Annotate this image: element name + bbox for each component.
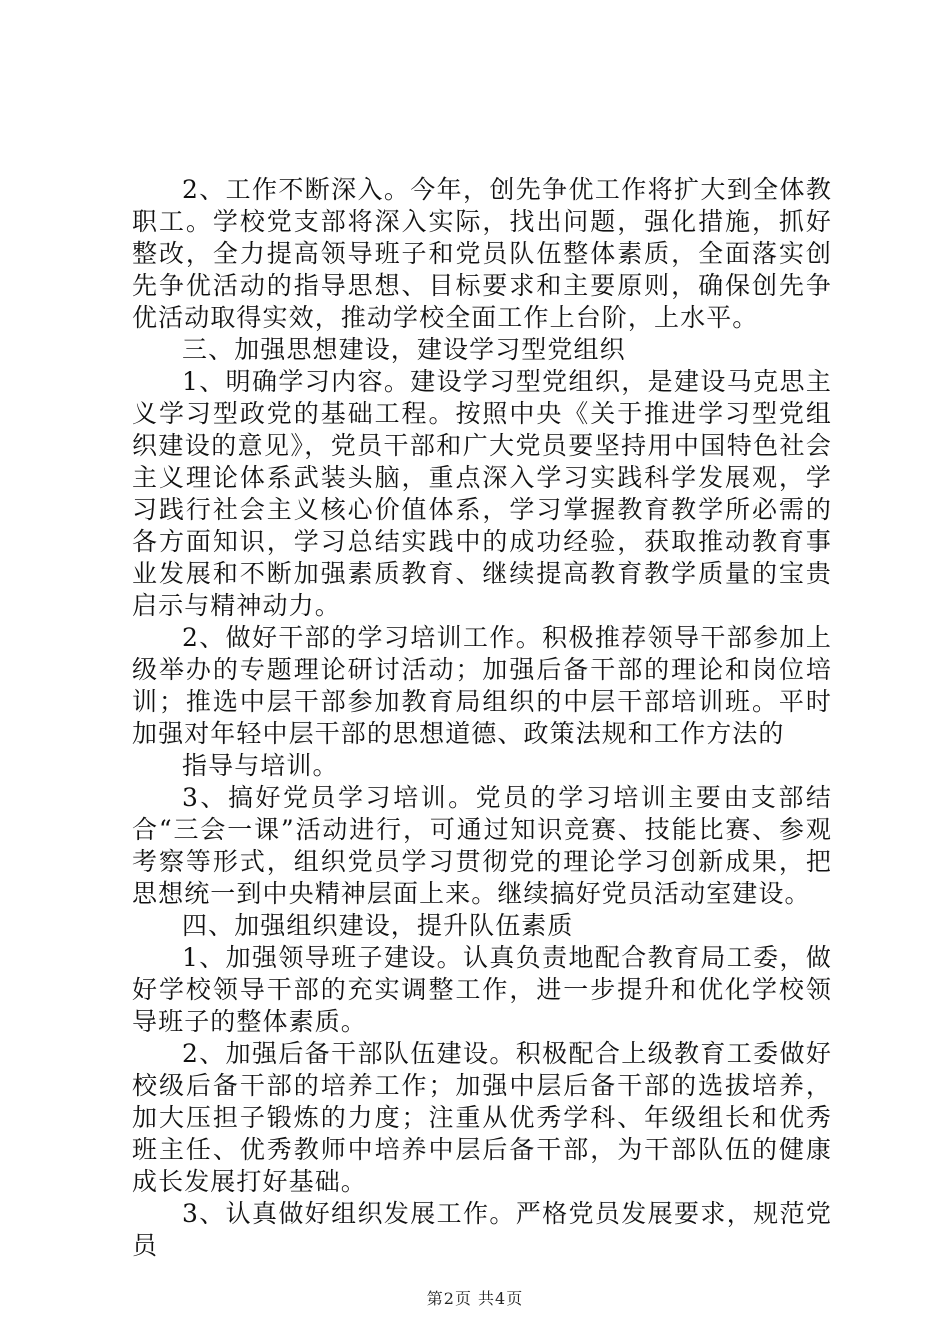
- document-body: [132, 174, 832, 1262]
- paragraph-cadre-training: 2、做好干部的学习培训工作。积极推荐领导干部参加上级举办的专题理论研讨活动；加强后备干部的理论和岗位培训；推选中层干部参加教育局组织的中层干部培训班。平时加强对年轻中层干部的思想道德、政策法规和工作方法的: [132, 623, 832, 748]
- paragraph-member-training: 3、搞好党员学习培训。党员的学习培训主要由支部结合“三会一课”活动进行，可通过知识竞赛、技能比赛、参观考察等形式，组织党员学习贯彻党的理论学习创新成果，把思想统一到中央精神层面上来。继续搞好党员活动室建设。: [132, 783, 832, 908]
- section-heading-three: 三、加强思想建设，建设学习型党组织: [182, 335, 626, 364]
- page-number-footer: 第2页 共4页: [426, 1289, 524, 1308]
- paragraph-learning-content: 1、明确学习内容。建设学习型党组织，是建设马克思主义学习型政党的基础工程。按照中央《关于推进学习型党组织建设的意见》，党员干部和广大党员要坚持用中国特色社会主义理论体系武装头脑，重点深入学习实践科学发展观，学习践行社会主义核心价值体系，学习掌握教育教学所必需的各方面知识，学习总结实践中的成功经验，获取推动教育事业发展和不断加强素质教育、继续提高教育教学质量的宝贵启示与精神动力。: [132, 367, 832, 620]
- paragraph-work-deepening: 2、工作不断深入。今年，创先争优工作将扩大到全体教职工。学校党支部将深入实际，找出问题，强化措施，抓好整改，全力提高领导班子和党员队伍整体素质，全面落实创先争优活动的指导思想、目标要求和主要原则，确保创先争优活动取得实效，推动学校全面工作上台阶，上水平。: [132, 175, 832, 332]
- section-heading-four: 四、加强组织建设，提升队伍素质: [182, 911, 574, 940]
- paragraph-cadre-training-continued: 指导与培训。: [182, 751, 339, 780]
- paragraph-leadership-building: 1、加强领导班子建设。认真负责地配合教育局工委，做好学校领导干部的充实调整工作，进一步提升和优化学校领导班子的整体素质。: [132, 943, 832, 1036]
- paragraph-organization-development: 3、认真做好组织发展工作。严格党员发展要求，规范党员: [132, 1199, 832, 1260]
- paragraph-reserve-cadres: 2、加强后备干部队伍建设。积极配合上级教育工委做好校级后备干部的培养工作；加强中层后备干部的选拔培养，加大压担子锻炼的力度；注重从优秀学科、年级组长和优秀班主任、优秀教师中培养中层后备干部，为干部队伍的健康成长发展打好基础。: [132, 1039, 832, 1196]
